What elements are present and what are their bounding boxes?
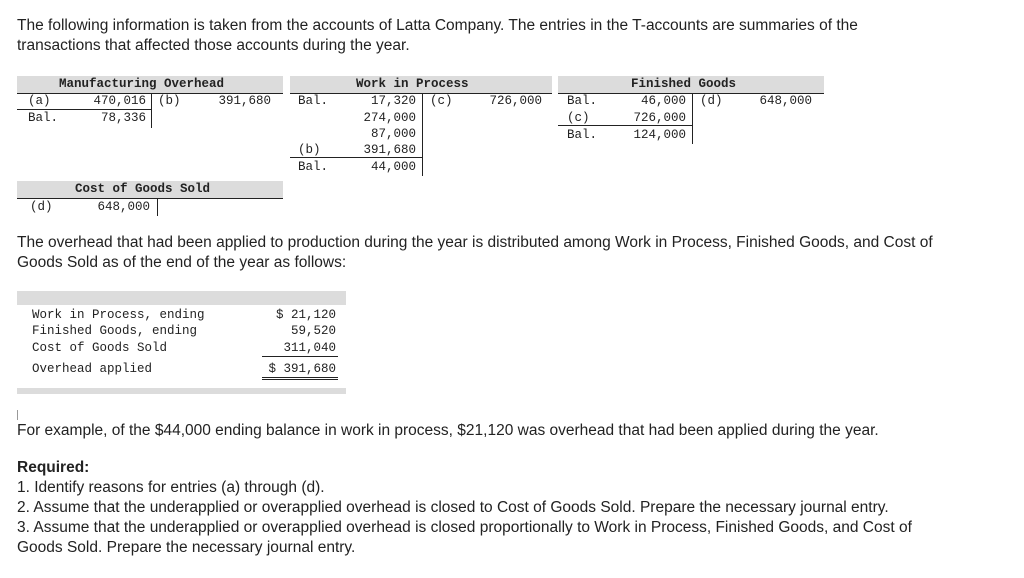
wip-debit-label: Bal.: [298, 160, 329, 174]
mo-credit-label: (b): [158, 94, 181, 108]
example-sentence: For example, of the $44,000 ending balance in work in process, $21,120 was overhead that had been applied during the year.: [17, 422, 879, 439]
wip-debit-amount: 274,000: [363, 111, 416, 125]
allocation-sum-rule: [262, 356, 338, 357]
required-item: 3. Assume that the underapplied or overapplied overhead is closed proportionally to Work in Process, Finished Goods, and Cost of: [17, 519, 912, 536]
fg-debit-label: (c): [567, 111, 590, 125]
cogs-debit-label: (d): [30, 200, 53, 214]
cogs-title: Cost of Goods Sold: [75, 182, 211, 196]
wip-header: [290, 76, 552, 94]
fg-subtotal-rule: [558, 125, 692, 126]
mo-debit-amount: 470,016: [93, 94, 146, 108]
allocation-total-label: Overhead applied: [32, 362, 153, 376]
fg-title: Finished Goods: [631, 77, 737, 91]
intro-line-2: transactions that affected those accounts during the year.: [17, 37, 410, 54]
wip-title: Work in Process: [356, 77, 469, 91]
fg-debit-amount: 124,000: [633, 128, 686, 142]
allocation-footer-bar: [17, 388, 346, 394]
fg-header: [558, 76, 824, 94]
allocation-amount: 311,040: [283, 341, 336, 355]
overhead-paragraph: [17, 233, 933, 273]
mo-title: Manufacturing Overhead: [59, 77, 225, 91]
mo-credit-amount: 391,680: [218, 94, 271, 108]
wip-debit-amount: 87,000: [370, 127, 416, 141]
wip-debit-label: (b): [298, 143, 321, 157]
margin-marker: [17, 410, 18, 420]
required-item: 2. Assume that the underapplied or overapplied overhead is closed to Cost of Goods Sold. Prepare the necessary journal entry.: [17, 499, 889, 516]
cogs-header: [17, 181, 283, 199]
mo-header: [17, 76, 283, 94]
fg-debit-label: Bal.: [567, 128, 598, 142]
wip-credit-amount: 726,000: [489, 94, 542, 108]
overhead-line-1: The overhead that had been applied to production during the year is distributed among Work in Process, Finished Goods, and Cost of: [17, 234, 933, 251]
fg-credit-amount: 648,000: [759, 94, 812, 108]
required-item-continuation: Goods Sold. Prepare the necessary journal entry.: [17, 539, 356, 556]
mo-debit-amount: 78,336: [100, 111, 146, 125]
required-item: 1. Identify reasons for entries (a) through (d).: [17, 479, 325, 496]
mo-debit-label: (a): [28, 94, 51, 108]
allocation-label: Cost of Goods Sold: [32, 341, 168, 355]
allocation-label: Finished Goods, ending: [32, 324, 198, 338]
allocation-amount: 59,520: [290, 324, 336, 338]
fg-divider: [692, 94, 693, 144]
intro-paragraph: [17, 16, 858, 56]
wip-subtotal-rule: [290, 157, 422, 158]
wip-debit-label: Bal.: [298, 94, 329, 108]
wip-debit-amount: 44,000: [370, 160, 416, 174]
wip-debit-amount: 391,680: [363, 143, 416, 157]
allocation-total-rule: [262, 377, 338, 380]
fg-credit-label: (d): [700, 94, 723, 108]
allocation-amount: $ 21,120: [275, 308, 336, 322]
wip-debit-amount: 17,320: [370, 94, 416, 108]
cogs-debit-amount: 648,000: [97, 200, 150, 214]
fg-debit-amount: 726,000: [633, 111, 686, 125]
allocation-total-amount: $ 391,680: [268, 362, 336, 376]
mo-debit-rule: [17, 94, 151, 110]
wip-credit-label: (c): [430, 94, 453, 108]
required-heading: Required:: [17, 459, 90, 476]
overhead-line-2: Goods Sold as of the end of the year as follows:: [17, 254, 347, 271]
required-section: [17, 458, 912, 558]
fg-debit-label: Bal.: [567, 94, 598, 108]
mo-divider: [151, 94, 152, 128]
wip-divider: [422, 94, 423, 176]
allocation-label: Work in Process, ending: [32, 308, 205, 322]
mo-debit-label: Bal.: [28, 111, 59, 125]
intro-line-1: The following information is taken from the accounts of Latta Company. The entries in the T-accounts are summaries of the: [17, 17, 858, 34]
cogs-divider: [157, 199, 158, 216]
fg-debit-amount: 46,000: [640, 94, 686, 108]
allocation-header-bar: [17, 291, 346, 305]
